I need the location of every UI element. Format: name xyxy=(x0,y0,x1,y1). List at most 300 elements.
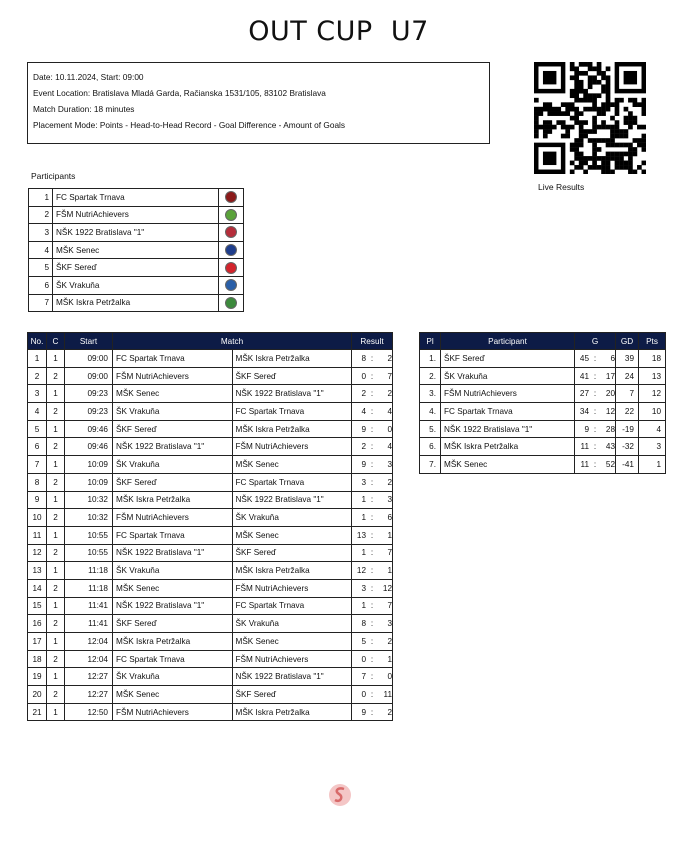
match-start: 11:41 xyxy=(65,597,113,615)
away-goals: 6 xyxy=(387,513,392,523)
match-home: FŠM NutriAchievers xyxy=(113,367,233,385)
match-no: 17 xyxy=(28,633,47,651)
standing-goals: 27 : 20 xyxy=(575,385,616,403)
match-result: 9 : 2 xyxy=(352,703,393,721)
match-away: FC Spartak Trnava xyxy=(232,403,352,421)
match-home: MŠK Senec xyxy=(113,686,233,704)
match-home: NŠK 1922 Bratislava "1" xyxy=(113,438,233,456)
standing-goals: 41 : 17 xyxy=(575,367,616,385)
standing-participant: MŠK Senec xyxy=(441,456,575,474)
standing-points: 12 xyxy=(639,385,666,403)
match-court: 2 xyxy=(47,438,65,456)
home-goals: 8 xyxy=(361,619,366,629)
match-start: 11:41 xyxy=(65,615,113,633)
match-result: 0 : 1 xyxy=(352,650,393,668)
match-away: MŠK Senec xyxy=(232,526,352,544)
participant-name: FC Spartak Trnava xyxy=(53,189,219,207)
match-start: 09:46 xyxy=(65,438,113,456)
match-home: FŠM NutriAchievers xyxy=(113,703,233,721)
away-goals: 1 xyxy=(387,566,392,576)
match-no: 14 xyxy=(28,579,47,597)
goals-for: 41 xyxy=(579,371,589,381)
home-goals: 3 xyxy=(361,583,366,593)
home-goals: 1 xyxy=(361,495,366,505)
match-no: 8 xyxy=(28,473,47,491)
away-goals: 2 xyxy=(387,389,392,399)
standing-participant: FC Spartak Trnava xyxy=(441,403,575,421)
match-away: MŠK Senec xyxy=(232,456,352,474)
participant-row xyxy=(29,294,244,312)
match-no: 11 xyxy=(28,526,47,544)
home-goals: 0 xyxy=(361,654,366,664)
away-goals: 0 xyxy=(387,424,392,434)
event-location: Event Location: Bratislava Mladá Garda, Račianska 1531/105, 83102 Bratislava xyxy=(33,88,326,98)
match-court: 1 xyxy=(47,526,65,544)
match-court: 2 xyxy=(47,615,65,633)
match-away: ŠKF Sereď xyxy=(232,367,352,385)
match-home: MŠK Senec xyxy=(113,579,233,597)
match-row xyxy=(28,597,393,615)
away-goals: 1 xyxy=(387,530,392,540)
away-goals: 7 xyxy=(387,371,392,381)
match-no: 20 xyxy=(28,686,47,704)
match-away: ŠK Vrakuňa xyxy=(232,615,352,633)
match-no: 7 xyxy=(28,456,47,474)
match-result: 0 : 11 xyxy=(352,686,393,704)
goals-for: 9 xyxy=(584,424,589,434)
match-away: NŠK 1922 Bratislava "1" xyxy=(232,491,352,509)
match-court: 1 xyxy=(47,385,65,403)
participant-no: 4 xyxy=(29,241,53,259)
match-start: 10:09 xyxy=(65,456,113,474)
goals-for: 11 xyxy=(580,442,589,452)
participant-no: 5 xyxy=(29,259,53,277)
match-home: ŠKF Sereď xyxy=(113,420,233,438)
matches-table xyxy=(27,332,393,721)
goals-against: 52 xyxy=(605,459,615,469)
match-start: 09:46 xyxy=(65,420,113,438)
match-row xyxy=(28,544,393,562)
away-goals: 3 xyxy=(387,619,392,629)
team-logo-icon xyxy=(225,226,237,238)
match-away: ŠK Vrakuňa xyxy=(232,509,352,527)
page-title: OUT CUP U7 xyxy=(248,16,429,47)
standing-place: 6. xyxy=(420,438,441,456)
match-away: MŠK Iskra Petržalka xyxy=(232,703,352,721)
match-away: FC Spartak Trnava xyxy=(232,597,352,615)
match-row xyxy=(28,385,393,403)
team-logo-icon xyxy=(225,244,237,256)
match-start: 11:18 xyxy=(65,562,113,580)
match-result: 5 : 2 xyxy=(352,633,393,651)
standing-row xyxy=(420,403,666,421)
match-court: 2 xyxy=(47,650,65,668)
away-goals: 2 xyxy=(387,707,392,717)
match-no: 16 xyxy=(28,615,47,633)
col-match: Match xyxy=(113,333,352,350)
standing-gd: 7 xyxy=(616,385,639,403)
participant-name: FŠM NutriAchievers xyxy=(53,206,219,224)
match-no: 4 xyxy=(28,403,47,421)
standing-row xyxy=(420,456,666,474)
match-row xyxy=(28,350,393,368)
match-row xyxy=(28,367,393,385)
goals-for: 27 xyxy=(579,389,589,399)
goals-for: 34 xyxy=(579,406,589,416)
standing-points: 13 xyxy=(639,367,666,385)
match-court: 1 xyxy=(47,633,65,651)
match-start: 10:32 xyxy=(65,509,113,527)
match-result: 2 : 4 xyxy=(352,438,393,456)
match-start: 10:55 xyxy=(65,526,113,544)
match-start: 11:18 xyxy=(65,579,113,597)
standing-goals: 9 : 28 xyxy=(575,420,616,438)
match-result: 1 : 7 xyxy=(352,597,393,615)
away-goals: 12 xyxy=(382,583,392,593)
away-goals: 2 xyxy=(387,477,392,487)
match-home: NŠK 1922 Bratislava "1" xyxy=(113,597,233,615)
participant-name: MŠK Iskra Petržalka xyxy=(53,294,219,312)
participant-no: 3 xyxy=(29,224,53,242)
team-logo-icon xyxy=(225,297,237,309)
match-home: FC Spartak Trnava xyxy=(113,650,233,668)
match-result: 1 : 7 xyxy=(352,544,393,562)
match-court: 1 xyxy=(47,456,65,474)
standing-goals: 11 : 52 xyxy=(575,456,616,474)
match-court: 2 xyxy=(47,509,65,527)
match-away: FC Spartak Trnava xyxy=(232,473,352,491)
match-row xyxy=(28,491,393,509)
match-row xyxy=(28,703,393,721)
match-home: ŠK Vrakuňa xyxy=(113,403,233,421)
match-home: NŠK 1922 Bratislava "1" xyxy=(113,544,233,562)
participant-logo-cell xyxy=(219,259,244,277)
match-home: ŠK Vrakuňa xyxy=(113,668,233,686)
match-no: 21 xyxy=(28,703,47,721)
match-start: 09:00 xyxy=(65,350,113,368)
col-result: Result xyxy=(352,333,393,350)
match-result: 13 : 1 xyxy=(352,526,393,544)
away-goals: 7 xyxy=(387,601,392,611)
col-points: Pts xyxy=(639,333,666,350)
col-start: Start xyxy=(65,333,113,350)
col-place: Pl xyxy=(420,333,441,350)
match-home: FŠM NutriAchievers xyxy=(113,509,233,527)
home-goals: 3 xyxy=(361,477,366,487)
match-start: 12:27 xyxy=(65,668,113,686)
standing-participant: ŠK Vrakuňa xyxy=(441,367,575,385)
match-away: MŠK Iskra Petržalka xyxy=(232,562,352,580)
standing-row xyxy=(420,385,666,403)
col-goal-diff: GD xyxy=(616,333,639,350)
home-goals: 9 xyxy=(361,707,366,717)
placement-mode: Placement Mode: Points - Head-to-Head Record - Goal Difference - Amount of Goals xyxy=(33,120,346,130)
standing-points: 1 xyxy=(639,456,666,474)
goals-for: 45 xyxy=(579,353,589,363)
event-date: Date: 10.11.2024, Start: 09:00 xyxy=(33,72,144,82)
organizer-logo-icon xyxy=(328,783,352,807)
standing-goals: 11 : 43 xyxy=(575,438,616,456)
goals-against: 17 xyxy=(605,371,615,381)
standing-row xyxy=(420,420,666,438)
match-court: 1 xyxy=(47,668,65,686)
standing-gd: -19 xyxy=(616,420,639,438)
goals-against: 43 xyxy=(605,442,615,452)
match-home: ŠKF Sereď xyxy=(113,615,233,633)
participant-row xyxy=(29,189,244,207)
event-info-box xyxy=(27,62,490,144)
match-away: FŠM NutriAchievers xyxy=(232,579,352,597)
participant-no: 2 xyxy=(29,206,53,224)
home-goals: 4 xyxy=(361,406,366,416)
standing-place: 2. xyxy=(420,367,441,385)
participant-name: ŠK Vrakuňa xyxy=(53,276,219,294)
standing-points: 18 xyxy=(639,350,666,368)
home-goals: 7 xyxy=(361,672,366,682)
home-goals: 5 xyxy=(361,636,366,646)
match-row xyxy=(28,456,393,474)
standing-gd: -41 xyxy=(616,456,639,474)
match-result: 1 : 6 xyxy=(352,509,393,527)
match-court: 1 xyxy=(47,562,65,580)
away-goals: 2 xyxy=(387,636,392,646)
participant-row xyxy=(29,241,244,259)
match-court: 2 xyxy=(47,579,65,597)
match-start: 12:04 xyxy=(65,633,113,651)
standing-place: 7. xyxy=(420,456,441,474)
participant-name: NŠK 1922 Bratislava "1" xyxy=(53,224,219,242)
match-row xyxy=(28,668,393,686)
away-goals: 2 xyxy=(387,353,392,363)
away-goals: 0 xyxy=(387,672,392,682)
match-no: 15 xyxy=(28,597,47,615)
col-participant: Participant xyxy=(441,333,575,350)
match-home: MŠK Senec xyxy=(113,385,233,403)
home-goals: 13 xyxy=(356,530,366,540)
away-goals: 3 xyxy=(387,495,392,505)
standing-row xyxy=(420,438,666,456)
participant-row xyxy=(29,206,244,224)
match-row xyxy=(28,526,393,544)
match-result: 3 : 12 xyxy=(352,579,393,597)
participant-row xyxy=(29,276,244,294)
match-start: 12:04 xyxy=(65,650,113,668)
goals-against: 6 xyxy=(610,353,615,363)
match-start: 09:00 xyxy=(65,367,113,385)
match-start: 09:23 xyxy=(65,403,113,421)
participant-name: MŠK Senec xyxy=(53,241,219,259)
participant-no: 1 xyxy=(29,189,53,207)
match-result: 2 : 2 xyxy=(352,385,393,403)
match-no: 13 xyxy=(28,562,47,580)
match-result: 9 : 3 xyxy=(352,456,393,474)
standing-participant: ŠKF Sereď xyxy=(441,350,575,368)
standing-gd: 39 xyxy=(616,350,639,368)
standing-place: 3. xyxy=(420,385,441,403)
match-court: 1 xyxy=(47,703,65,721)
match-result: 0 : 7 xyxy=(352,367,393,385)
goals-against: 20 xyxy=(605,389,615,399)
participant-row xyxy=(29,259,244,277)
standing-gd: 22 xyxy=(616,403,639,421)
standing-points: 3 xyxy=(639,438,666,456)
away-goals: 4 xyxy=(387,442,392,452)
standing-place: 4. xyxy=(420,403,441,421)
match-away: ŠKF Sereď xyxy=(232,686,352,704)
match-no: 1 xyxy=(28,350,47,368)
match-row xyxy=(28,633,393,651)
home-goals: 1 xyxy=(361,548,366,558)
home-goals: 12 xyxy=(356,566,366,576)
match-court: 2 xyxy=(47,473,65,491)
match-result: 8 : 2 xyxy=(352,350,393,368)
match-away: MŠK Iskra Petržalka xyxy=(232,350,352,368)
away-goals: 11 xyxy=(383,689,392,699)
match-court: 1 xyxy=(47,597,65,615)
match-court: 2 xyxy=(47,686,65,704)
team-logo-icon xyxy=(225,262,237,274)
participant-logo-cell xyxy=(219,189,244,207)
home-goals: 1 xyxy=(361,513,366,523)
match-away: NŠK 1922 Bratislava "1" xyxy=(232,668,352,686)
home-goals: 1 xyxy=(361,601,366,611)
participant-logo-cell xyxy=(219,276,244,294)
match-no: 3 xyxy=(28,385,47,403)
match-home: ŠKF Sereď xyxy=(113,473,233,491)
match-away: MŠK Senec xyxy=(232,633,352,651)
standing-points: 4 xyxy=(639,420,666,438)
match-start: 10:09 xyxy=(65,473,113,491)
match-row xyxy=(28,473,393,491)
home-goals: 8 xyxy=(361,353,366,363)
match-away: ŠKF Sereď xyxy=(232,544,352,562)
match-no: 18 xyxy=(28,650,47,668)
match-row xyxy=(28,403,393,421)
home-goals: 9 xyxy=(361,459,366,469)
standing-participant: NŠK 1922 Bratislava "1" xyxy=(441,420,575,438)
match-row xyxy=(28,579,393,597)
match-result: 8 : 3 xyxy=(352,615,393,633)
participant-logo-cell xyxy=(219,206,244,224)
standing-participant: MŠK Iskra Petržalka xyxy=(441,438,575,456)
match-away: FŠM NutriAchievers xyxy=(232,438,352,456)
col-court: C xyxy=(47,333,65,350)
match-row xyxy=(28,562,393,580)
match-start: 10:32 xyxy=(65,491,113,509)
match-row xyxy=(28,615,393,633)
match-result: 1 : 3 xyxy=(352,491,393,509)
match-start: 12:27 xyxy=(65,686,113,704)
team-logo-icon xyxy=(225,279,237,291)
match-court: 2 xyxy=(47,544,65,562)
match-row xyxy=(28,650,393,668)
away-goals: 7 xyxy=(387,548,392,558)
col-no: No. xyxy=(28,333,47,350)
match-court: 1 xyxy=(47,420,65,438)
home-goals: 0 xyxy=(361,689,366,699)
participant-no: 7 xyxy=(29,294,53,312)
participant-logo-cell xyxy=(219,294,244,312)
col-goals: G xyxy=(575,333,616,350)
match-row xyxy=(28,438,393,456)
team-logo-icon xyxy=(225,191,237,203)
match-row xyxy=(28,686,393,704)
standing-points: 10 xyxy=(639,403,666,421)
participant-no: 6 xyxy=(29,276,53,294)
home-goals: 2 xyxy=(361,389,366,399)
participants-table xyxy=(28,188,244,312)
match-no: 6 xyxy=(28,438,47,456)
participant-logo-cell xyxy=(219,224,244,242)
goals-against: 12 xyxy=(605,406,615,416)
away-goals: 1 xyxy=(387,654,392,664)
standing-row xyxy=(420,367,666,385)
match-result: 12 : 1 xyxy=(352,562,393,580)
match-start: 12:50 xyxy=(65,703,113,721)
match-no: 12 xyxy=(28,544,47,562)
match-start: 09:23 xyxy=(65,385,113,403)
match-no: 9 xyxy=(28,491,47,509)
goals-for: 11 xyxy=(580,459,589,469)
standing-place: 5. xyxy=(420,420,441,438)
home-goals: 2 xyxy=(361,442,366,452)
match-away: FŠM NutriAchievers xyxy=(232,650,352,668)
standing-row xyxy=(420,350,666,368)
match-row xyxy=(28,420,393,438)
participant-row xyxy=(29,224,244,242)
match-result: 3 : 2 xyxy=(352,473,393,491)
match-home: ŠK Vrakuňa xyxy=(113,456,233,474)
participant-logo-cell xyxy=(219,241,244,259)
standing-goals: 34 : 12 xyxy=(575,403,616,421)
standing-gd: 24 xyxy=(616,367,639,385)
away-goals: 3 xyxy=(387,459,392,469)
match-away: MŠK Iskra Petržalka xyxy=(232,420,352,438)
match-home: MŠK Iskra Petržalka xyxy=(113,633,233,651)
match-away: NŠK 1922 Bratislava "1" xyxy=(232,385,352,403)
standing-gd: -32 xyxy=(616,438,639,456)
match-duration: Match Duration: 18 minutes xyxy=(33,104,135,114)
standing-goals: 45 : 6 xyxy=(575,350,616,368)
standing-participant: FŠM NutriAchievers xyxy=(441,385,575,403)
match-no: 2 xyxy=(28,367,47,385)
home-goals: 0 xyxy=(361,371,366,381)
home-goals: 9 xyxy=(361,424,366,434)
match-result: 9 : 0 xyxy=(352,420,393,438)
team-logo-icon xyxy=(225,209,237,221)
match-home: FC Spartak Trnava xyxy=(113,350,233,368)
match-no: 19 xyxy=(28,668,47,686)
standing-place: 1. xyxy=(420,350,441,368)
match-start: 10:55 xyxy=(65,544,113,562)
match-court: 1 xyxy=(47,491,65,509)
match-home: MŠK Iskra Petržalka xyxy=(113,491,233,509)
participants-label: Participants xyxy=(31,171,76,181)
live-results-label[interactable]: Live Results xyxy=(538,182,585,192)
match-court: 2 xyxy=(47,367,65,385)
match-no: 10 xyxy=(28,509,47,527)
match-result: 7 : 0 xyxy=(352,668,393,686)
participant-name: ŠKF Sereď xyxy=(53,259,219,277)
match-no: 5 xyxy=(28,420,47,438)
qr-code-icon[interactable] xyxy=(534,62,646,174)
standings-table xyxy=(419,332,666,474)
match-court: 2 xyxy=(47,403,65,421)
goals-against: 28 xyxy=(605,424,615,434)
match-home: ŠK Vrakuňa xyxy=(113,562,233,580)
match-court: 1 xyxy=(47,350,65,368)
match-row xyxy=(28,509,393,527)
